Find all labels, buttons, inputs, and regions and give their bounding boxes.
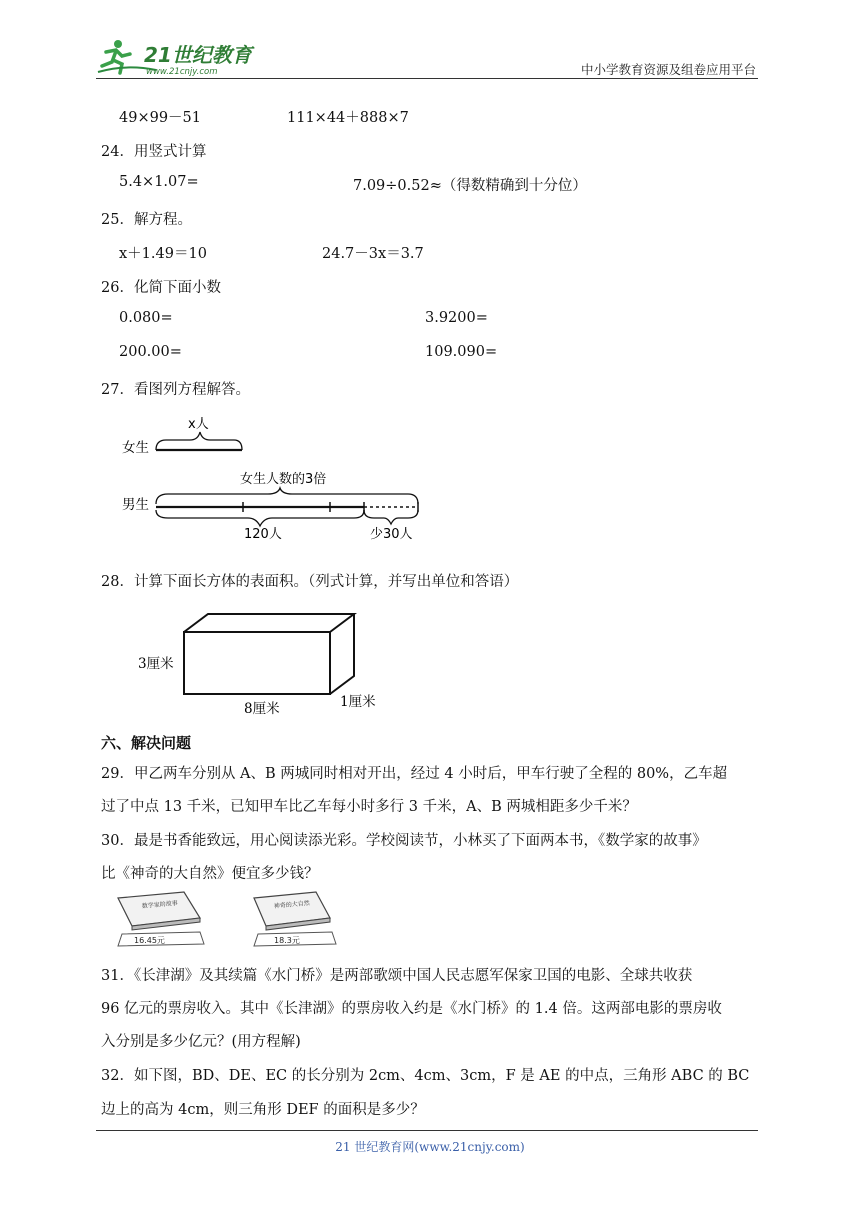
question-32-line1: 32．如下图，BD、DE、EC 的长分别为 2cm、4cm、3cm，F 是 AE 的中点，三角形 ABC 的 BC xyxy=(101,1068,750,1084)
q25-item-a: x＋1.49＝10 xyxy=(119,246,207,262)
question-30-line2: 比《神奇的大自然》便宜多少钱？ xyxy=(101,866,319,882)
book-math-stories-icon xyxy=(118,892,204,946)
question-24: 24．用竖式计算 xyxy=(101,144,207,160)
book2-price: 18.3元 xyxy=(274,936,300,945)
header-divider xyxy=(96,78,758,79)
q25-item-b: 24.7－3x＝3.7 xyxy=(322,246,424,262)
girls-label: 女生 xyxy=(122,440,149,456)
expr-49x99: 49×99－51 xyxy=(119,110,202,126)
book-nature-icon xyxy=(254,892,336,946)
q26-item-b: 3.9200= xyxy=(425,310,488,326)
x-label: x人 xyxy=(188,417,209,432)
footer-link[interactable]: 21 世纪教育网(www.21cnjy.com) xyxy=(335,1140,525,1154)
cuboid-diagram xyxy=(136,606,396,722)
q26-item-d: 109.090= xyxy=(425,344,498,360)
width-label: 1厘米 xyxy=(340,694,376,710)
book1-title: 数学家的故事 xyxy=(141,899,179,910)
question-32-line2: 边上的高为 4cm，则三角形 DEF 的面积是多少？ xyxy=(101,1102,425,1118)
question-27: 27．看图列方程解答。 xyxy=(101,382,250,398)
question-26: 26．化简下面小数 xyxy=(101,280,221,296)
question-29-line1: 29．甲乙两车分别从 A、B 两城同时相对开出，经过 4 小时后，甲车行驶了全程的 80%，乙车超 xyxy=(101,766,728,782)
triple-label: 女生人数的3倍 xyxy=(240,472,327,487)
section-6-title: 六、解决问题 xyxy=(101,734,192,752)
site-logo xyxy=(96,36,266,78)
book2-title: 神奇的大自然 xyxy=(273,899,311,910)
boys-label: 男生 xyxy=(122,497,149,513)
books-illustration xyxy=(104,888,354,948)
boys-top-brace xyxy=(156,488,418,504)
expr-111x44: 111×44＋888×7 xyxy=(287,110,409,126)
label-less30: 少30人 xyxy=(370,527,413,542)
label-120: 120人 xyxy=(244,527,282,542)
boys-120-brace xyxy=(156,510,364,526)
question-28: 28．计算下面长方体的表面积。（列式计算，并写出单位和答语） xyxy=(101,574,519,590)
header-platform-text: 中小学教育资源及组卷应用平台 xyxy=(580,62,756,77)
question-31-line1: 31．《长津湖》及其续篇《水门桥》是两部歌颂中国人民志愿军保家卫国的电影、全球共收获 xyxy=(101,968,693,984)
height-label: 3厘米 xyxy=(138,656,174,672)
logo-url: www.21cnjy.com xyxy=(146,67,218,77)
question-25: 25．解方程。 xyxy=(101,212,192,228)
footer-divider xyxy=(96,1130,758,1131)
q26-item-c: 200.00= xyxy=(119,344,182,360)
q26-item-a: 0.080= xyxy=(119,310,173,326)
book1-price: 16.45元 xyxy=(134,936,165,945)
question-30-line1: 30．最是书香能致远，用心阅读添光彩。学校阅读节，小林买了下面两本书，《数学家的故事》 xyxy=(101,833,707,849)
logo-text: 21世纪教育 xyxy=(144,43,252,67)
question-31-line3: 入分别是多少亿元？(用方程解) xyxy=(101,1034,301,1050)
question-31-line2: 96 亿元的票房收入。其中《长津湖》的票房收入约是《水门桥》的 1.4 倍。这两部电影的票房收 xyxy=(101,1001,722,1017)
less30-brace xyxy=(364,510,418,524)
line-segment-diagram xyxy=(118,410,438,550)
q24-item-a: 5.4×1.07= xyxy=(119,174,199,190)
q24-item-b: 7.09÷0.52≈（得数精确到十分位） xyxy=(353,178,587,194)
girls-brace xyxy=(156,432,242,450)
question-29-line2: 过了中点 13 千米，已知甲车比乙车每小时多行 3 千米，A、B 两城相距多少千米？ xyxy=(101,799,637,815)
length-label: 8厘米 xyxy=(244,701,280,717)
